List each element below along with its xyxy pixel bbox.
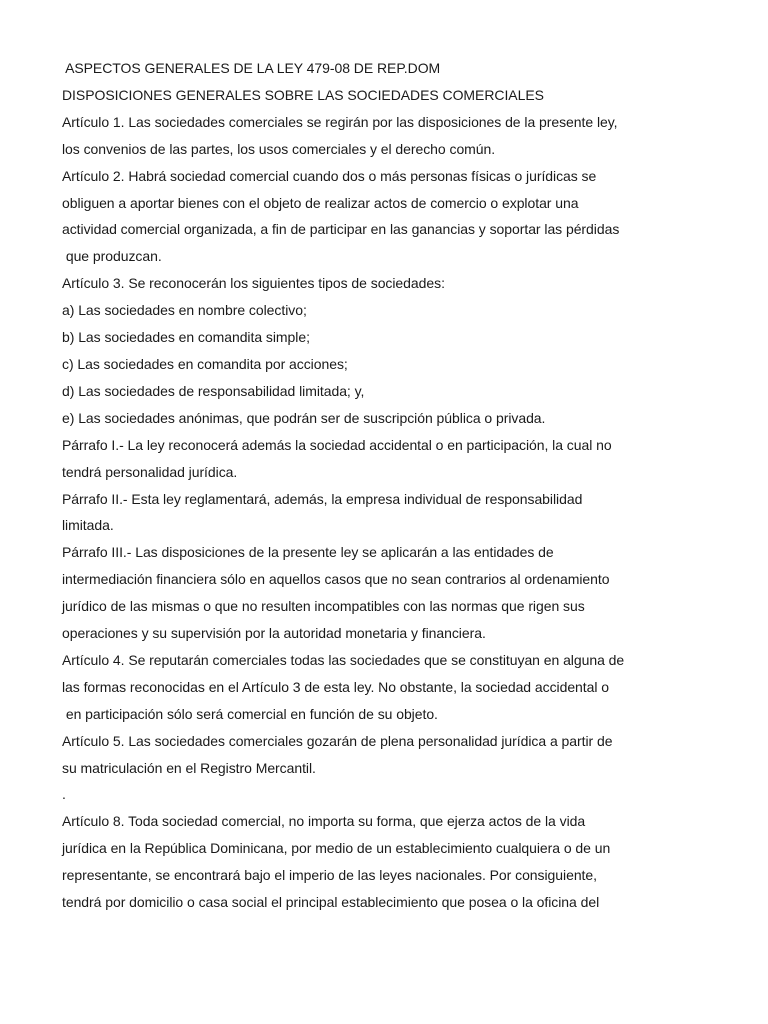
text-line: Artículo 3. Se reconocerán los siguientes tipos de sociedades: (62, 275, 445, 292)
text-line: limitada. (62, 517, 114, 534)
text-line: . (62, 786, 66, 803)
text-line: jurídico de las mismas o que no resulten incompatibles con las normas que rigen sus (62, 598, 585, 615)
text-line: los convenios de las partes, los usos comerciales y el derecho común. (62, 140, 496, 157)
list-item: a) Las sociedades en nombre colectivo; (62, 302, 307, 319)
list-item: b) Las sociedades en comandita simple; (62, 329, 310, 346)
text-line: Párrafo III.- Las disposiciones de la presente ley se aplicarán a las entidades de (62, 544, 554, 561)
text-line: Artículo 1. Las sociedades comerciales se regirán por las disposiciones de la presente ley, (62, 113, 618, 130)
text-line: intermediación financiera sólo en aquellos casos que no sean contrarios al ordenamiento (62, 571, 610, 588)
text-line: su matriculación en el Registro Mercantil. (62, 759, 316, 776)
text-line: Párrafo II.- Esta ley reglamentará, además, la empresa individual de responsabilidad (62, 490, 583, 507)
text-line: obliguen a aportar bienes con el objeto de realizar actos de comercio o explotar una (62, 194, 579, 211)
text-line: Artículo 2. Habrá sociedad comercial cuando dos o más personas físicas o jurídicas se (62, 167, 597, 184)
list-item: e) Las sociedades anónimas, que podrán ser de suscripción pública o privada. (62, 409, 546, 426)
document-body (62, 55, 752, 916)
text-line: representante, se encontrará bajo el imperio de las leyes nacionales. Por consiguiente, (62, 867, 597, 884)
text-line: Párrafo I.- La ley reconocerá además la sociedad accidental o en participación, la cual no (62, 436, 612, 453)
text-line: actividad comercial organizada, a fin de participar en las ganancias y soportar las pérdidas (62, 221, 620, 238)
text-line: que produzcan. (62, 248, 162, 265)
text-line: Artículo 8. Toda sociedad comercial, no importa su forma, que ejerza actos de la vida (62, 813, 586, 830)
text-line: tendrá por domicilio o casa social el principal establecimiento que posea o la oficina del (62, 894, 600, 911)
document-title: ASPECTOS GENERALES DE LA LEY 479-08 DE REP.DOM (62, 60, 441, 76)
document-subtitle: DISPOSICIONES GENERALES SOBRE LAS SOCIEDADES COMERCIALES (62, 86, 544, 103)
text-line: las formas reconocidas en el Artículo 3 de esta ley. No obstante, la sociedad accidental o (62, 678, 610, 695)
text-line: tendrá personalidad jurídica. (62, 463, 238, 480)
text-line: operaciones y su supervisión por la autoridad monetaria y financiera. (62, 625, 486, 642)
text-line: Artículo 5. Las sociedades comerciales gozarán de plena personalidad jurídica a partir de (62, 732, 613, 749)
list-item: c) Las sociedades en comandita por acciones; (62, 355, 348, 372)
list-item: d) Las sociedades de responsabilidad limitada; y, (62, 382, 365, 399)
text-line: en participación sólo será comercial en función de su objeto. (62, 705, 438, 722)
text-line: jurídica en la República Dominicana, por medio de un establecimiento cualquiera o de un (62, 840, 611, 857)
text-line: Artículo 4. Se reputarán comerciales todas las sociedades que se constituyan en alguna de (62, 651, 625, 668)
